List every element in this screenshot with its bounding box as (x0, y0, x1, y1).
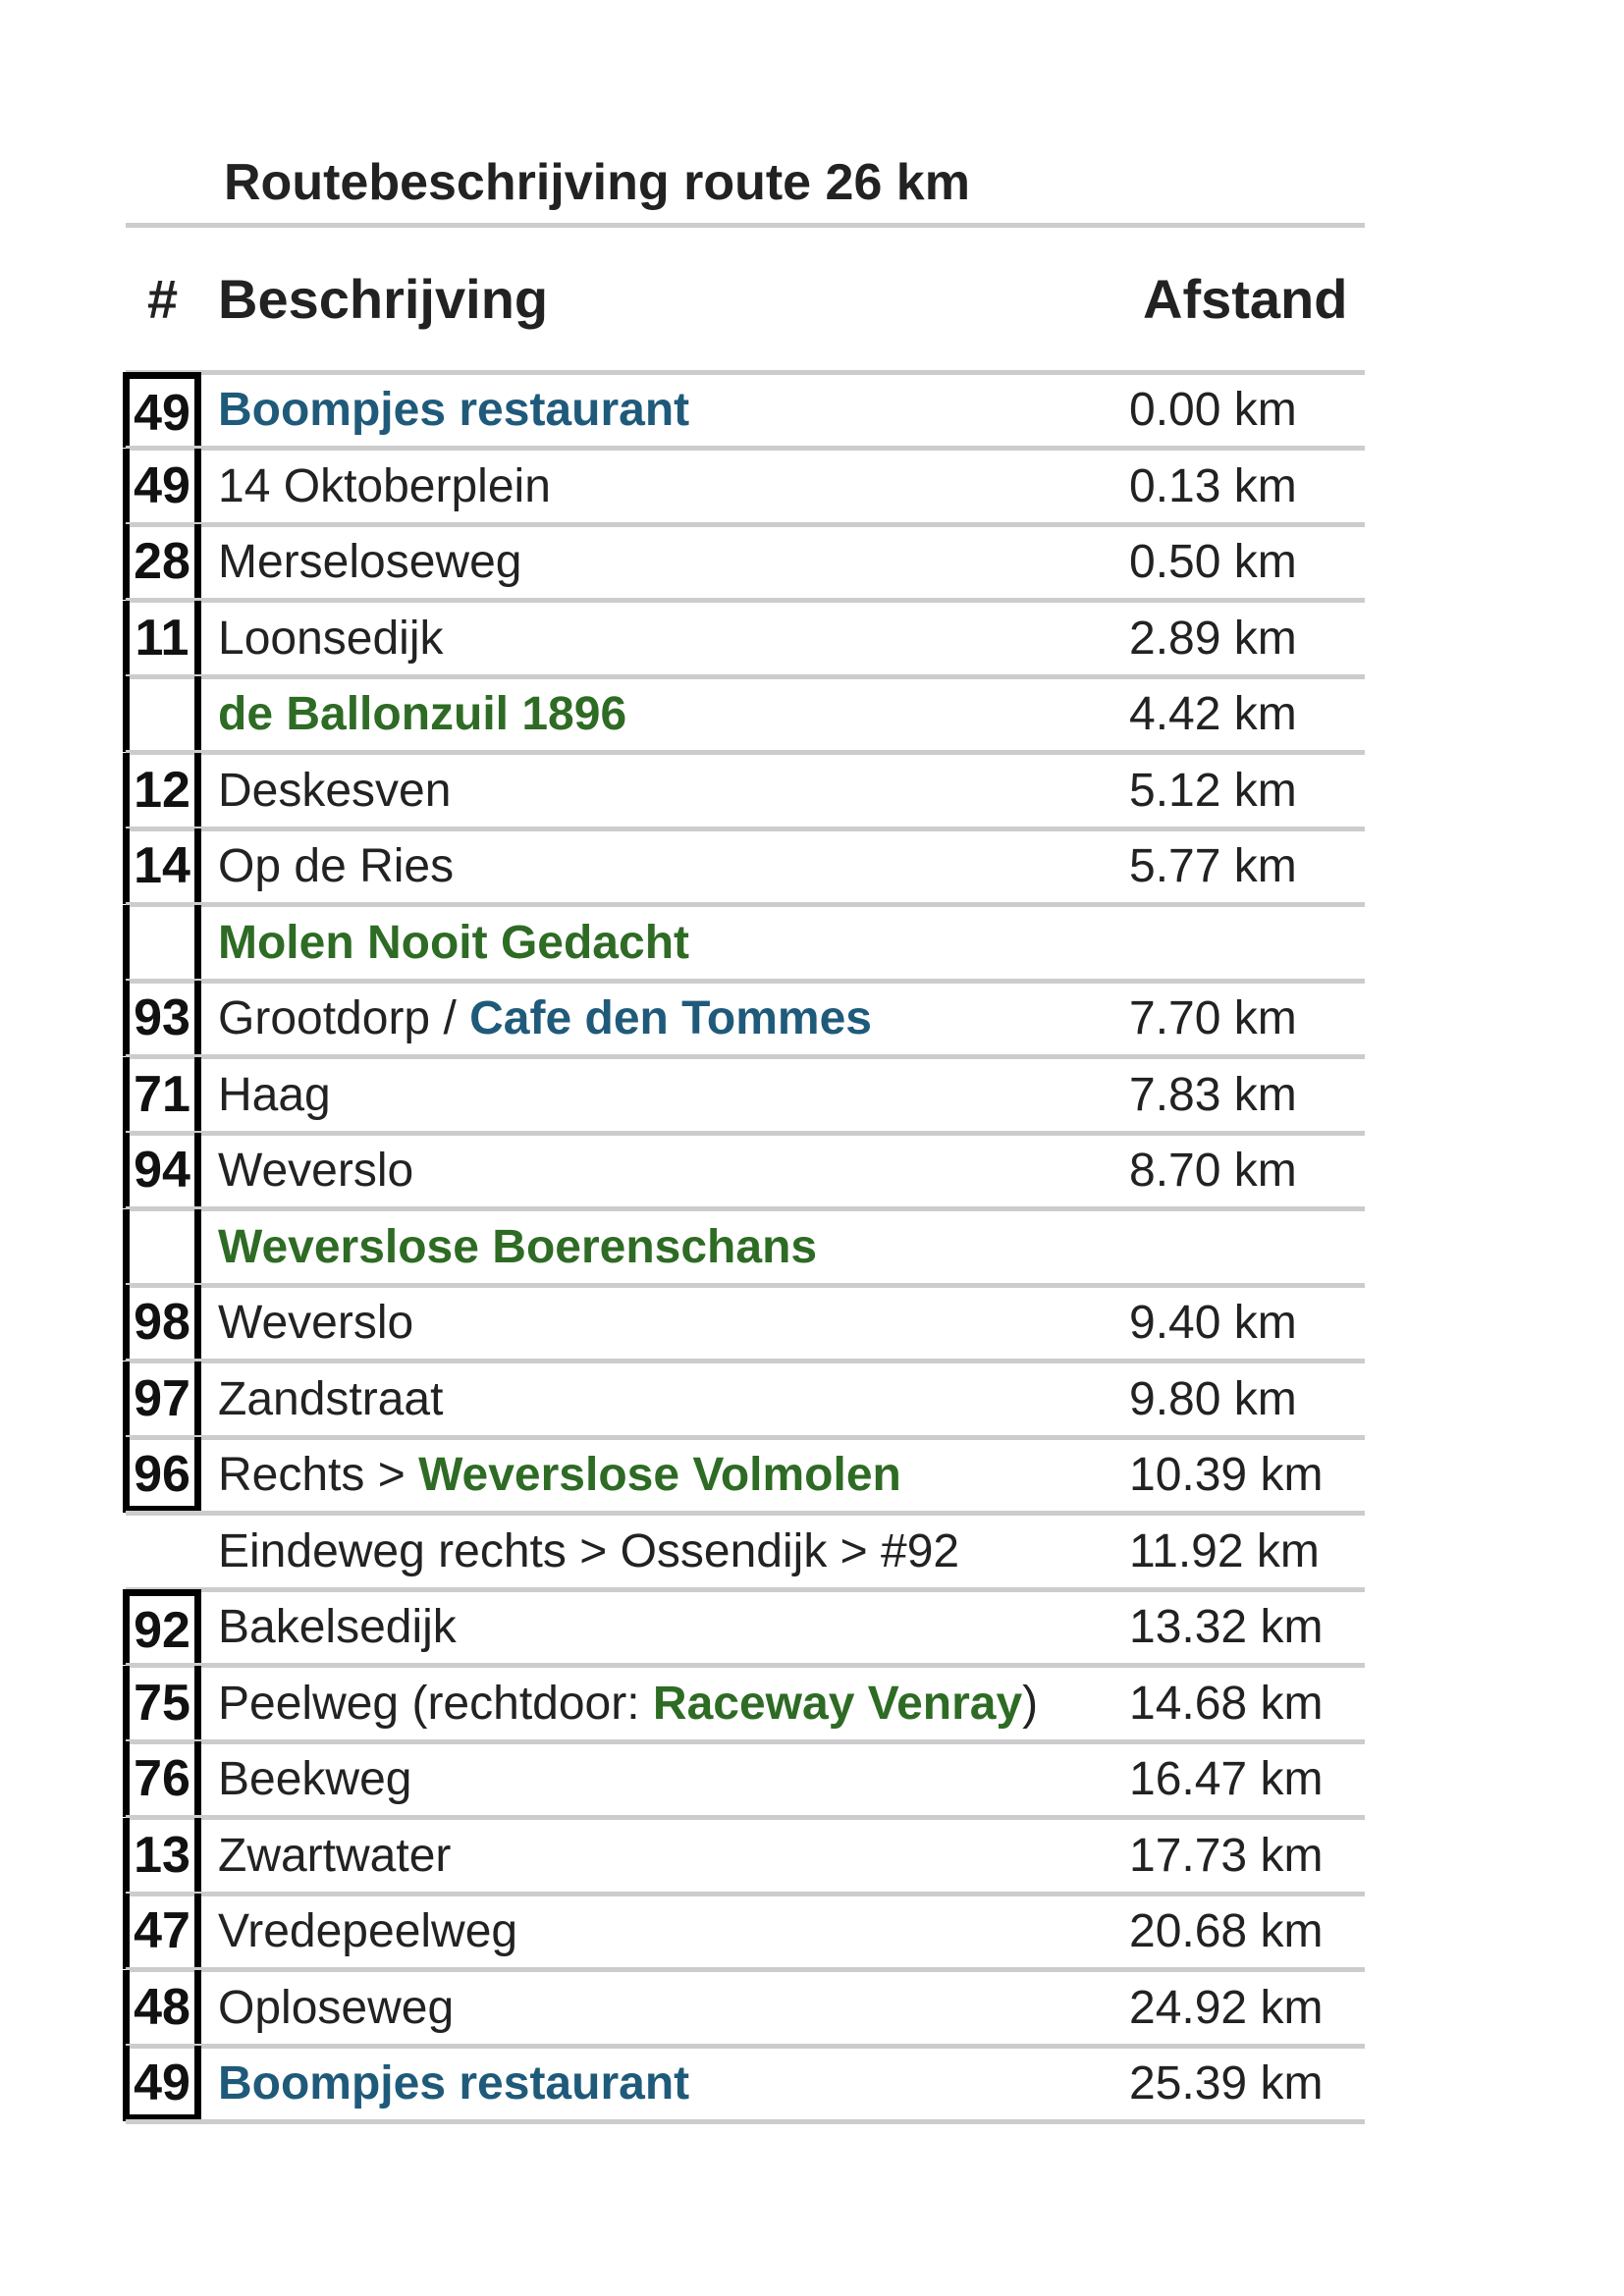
place-name: de Ballonzuil 1896 (218, 688, 627, 740)
waypoint-number: 96 (123, 1437, 201, 1513)
waypoint-description (218, 828, 454, 904)
description-text: Rechts > (218, 1449, 419, 1501)
table-row (0, 1057, 1624, 1133)
waypoint-distance: 0.50 km (1129, 536, 1297, 588)
waypoint-description (218, 1894, 517, 1969)
table-row (0, 1437, 1624, 1513)
waypoint-number: 49 (123, 372, 201, 448)
waypoint-description (218, 1362, 443, 1437)
waypoint-distance: 2.89 km (1129, 612, 1297, 665)
waypoint-distance: 9.80 km (1129, 1372, 1297, 1425)
waypoint-number (123, 1514, 201, 1589)
place-name: Molen Nooit Gedacht (218, 916, 689, 969)
waypoint-description (218, 753, 451, 828)
waypoint-distance: 17.73 km (1129, 1829, 1324, 1882)
table-row (0, 1133, 1624, 1208)
description-text: Vredepeelweg (218, 1905, 518, 1957)
column-header-distance: Afstand (1143, 268, 1348, 330)
row-divider (126, 2119, 1365, 2124)
waypoint-description (218, 1057, 331, 1133)
waypoint-description (218, 1589, 457, 1665)
description-text: Peelweg (rechtdoor: (218, 1677, 653, 1730)
table-row (0, 905, 1624, 981)
waypoint-number: 93 (123, 981, 201, 1056)
waypoint-distance: 7.83 km (1129, 1068, 1297, 1121)
waypoint-number: 47 (123, 1894, 201, 1969)
waypoint-description (218, 1285, 413, 1361)
description-text: Weverslo (218, 1297, 414, 1349)
waypoint-number: 71 (123, 1057, 201, 1133)
waypoint-description (218, 2046, 689, 2121)
waypoint-number: 14 (123, 828, 201, 904)
waypoint-distance: 16.47 km (1129, 1753, 1324, 1805)
description-text: Zwartwater (218, 1829, 452, 1882)
table-row (0, 372, 1624, 448)
table-row (0, 1894, 1624, 1969)
table-row (0, 524, 1624, 600)
waypoint-distance: 8.70 km (1129, 1145, 1297, 1197)
description-text: ) (1022, 1677, 1039, 1730)
waypoint-description (218, 981, 872, 1056)
waypoint-description (218, 1437, 901, 1513)
table-row (0, 601, 1624, 676)
waypoint-description (218, 1209, 817, 1285)
waypoint-description (218, 905, 689, 981)
waypoint-number: 98 (123, 1285, 201, 1361)
waypoint-number: 92 (123, 1589, 201, 1665)
description-text: Eindeweg rechts > Ossendijk > #92 (218, 1524, 960, 1577)
waypoint-distance: 7.70 km (1129, 992, 1297, 1044)
waypoint-number (123, 905, 201, 981)
waypoint-number (123, 676, 201, 752)
description-text: Bakelsedijk (218, 1601, 457, 1653)
waypoint-distance: 10.39 km (1129, 1449, 1324, 1501)
table-row (0, 1362, 1624, 1437)
waypoint-distance: 11.92 km (1129, 1524, 1320, 1577)
table-row (0, 2046, 1624, 2121)
waypoint-number: 76 (123, 1741, 201, 1817)
table-row (0, 1589, 1624, 1665)
waypoint-number: 49 (123, 449, 201, 524)
waypoint-distance: 4.42 km (1129, 688, 1297, 740)
waypoint-distance: 24.92 km (1129, 1981, 1324, 2034)
place-name: Boompjes restaurant (218, 384, 690, 436)
waypoint-number: 28 (123, 524, 201, 600)
waypoint-description (218, 1818, 451, 1894)
waypoint-number: 12 (123, 753, 201, 828)
column-header-number: # (147, 268, 179, 330)
table-row (0, 1209, 1624, 1285)
table-row (0, 449, 1624, 524)
waypoint-description (218, 1741, 411, 1817)
description-text: Grootdorp / (218, 992, 470, 1044)
waypoint-number: 13 (123, 1818, 201, 1894)
description-text: Oploseweg (218, 1981, 455, 2034)
waypoint-distance: 9.40 km (1129, 1297, 1297, 1349)
waypoint-number: 75 (123, 1666, 201, 1741)
table-row (0, 1741, 1624, 1817)
waypoint-description (218, 1970, 454, 2046)
waypoint-description (218, 676, 626, 752)
waypoint-description (218, 524, 521, 600)
column-header-description: Beschrijving (218, 268, 549, 330)
table-row (0, 981, 1624, 1056)
place-name: Weverslose Boerenschans (218, 1220, 818, 1273)
waypoint-description (218, 1133, 413, 1208)
waypoint-distance: 13.32 km (1129, 1601, 1324, 1653)
waypoint-description (218, 1666, 1038, 1741)
description-text: Beekweg (218, 1753, 412, 1805)
waypoint-number: 97 (123, 1362, 201, 1437)
description-text: Deskesven (218, 764, 452, 817)
description-text: Merseloseweg (218, 536, 522, 588)
description-text: 14 Oktoberplein (218, 459, 551, 512)
table-row (0, 1514, 1624, 1589)
description-text: Loonsedijk (218, 612, 444, 665)
place-name: Weverslose Volmolen (418, 1449, 901, 1501)
table-row (0, 1818, 1624, 1894)
description-text: Zandstraat (218, 1372, 444, 1425)
waypoint-number: 48 (123, 1970, 201, 2046)
description-text: Weverslo (218, 1145, 414, 1197)
page-title: Routebeschrijving route 26 km (224, 154, 970, 211)
waypoint-distance: 25.39 km (1129, 2057, 1324, 2109)
place-name: Cafe den Tommes (469, 992, 872, 1044)
table-row (0, 753, 1624, 828)
waypoint-description (218, 601, 444, 676)
table-row (0, 1285, 1624, 1361)
waypoint-description (218, 449, 551, 524)
waypoint-number: 11 (123, 601, 201, 676)
waypoint-description (218, 1514, 959, 1589)
waypoint-distance: 5.12 km (1129, 764, 1297, 817)
waypoint-number (123, 1209, 201, 1285)
table-row (0, 828, 1624, 904)
table-row (0, 1666, 1624, 1741)
waypoint-distance: 0.00 km (1129, 384, 1297, 436)
description-text: Op de Ries (218, 840, 455, 892)
table-row (0, 676, 1624, 752)
place-name: Boompjes restaurant (218, 2057, 690, 2109)
place-name: Raceway Venray (652, 1677, 1023, 1730)
waypoint-distance: 5.77 km (1129, 840, 1297, 892)
waypoint-distance: 0.13 km (1129, 459, 1297, 512)
waypoint-description (218, 372, 689, 448)
table-row (0, 1970, 1624, 2046)
waypoint-number: 94 (123, 1133, 201, 1208)
title-divider (126, 223, 1365, 228)
waypoint-distance: 20.68 km (1129, 1905, 1324, 1957)
description-text: Haag (218, 1068, 331, 1121)
waypoint-distance: 14.68 km (1129, 1677, 1324, 1730)
waypoint-number: 49 (123, 2046, 201, 2121)
